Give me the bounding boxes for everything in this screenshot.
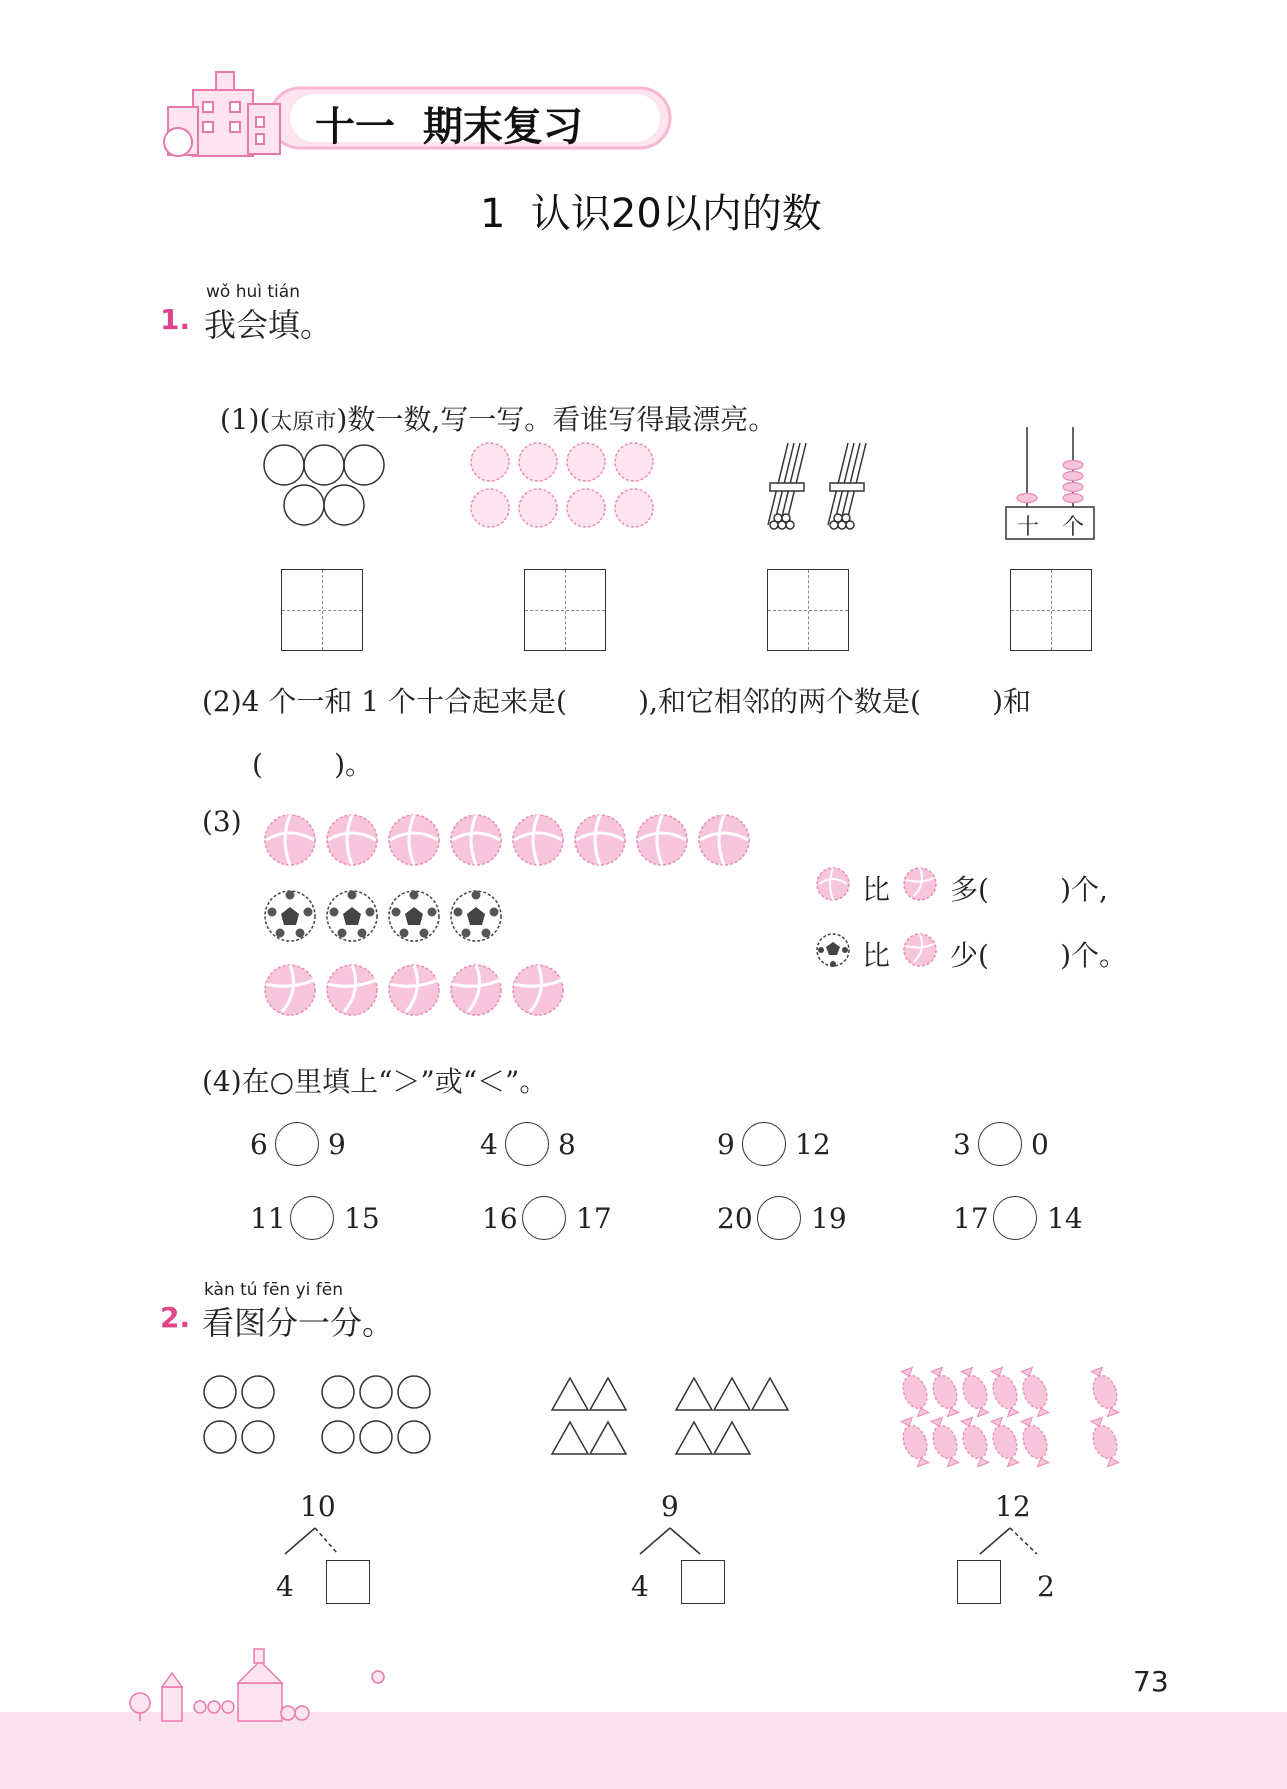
q1-part3-line2-rest: 少( )个。 [950,939,1128,972]
basketball-icon [815,866,851,902]
volleyball-icon-2 [902,932,938,968]
tree-answer-box[interactable] [681,1560,725,1604]
candy [1016,1366,1053,1419]
stick-bundles-figure [748,435,878,535]
basket-ball [451,815,501,865]
lesson-title: 1 认识20以内的数 [480,191,822,237]
candy [897,1416,934,1469]
basket-ball [575,815,625,865]
candy [897,1366,934,1419]
volleyball-icon [902,866,938,902]
answer-box-circles[interactable] [281,569,363,651]
compare-item [482,1196,632,1240]
volley-ball [327,965,377,1015]
tree-top-number: 10 [300,1490,336,1523]
compare-right: 15 [344,1202,380,1235]
q1-part1-prefix: (1)( [219,403,271,436]
compare-item [250,1196,400,1240]
q1-part3-label: (3) [202,805,242,838]
compare-circle[interactable] [978,1122,1022,1166]
compare-right: 17 [576,1202,612,1235]
soccer-ball [265,891,315,942]
candy [956,1366,993,1419]
tree-top-number: 9 [661,1490,679,1523]
basket-ball [327,815,377,865]
q1-part1-city: 太原市 [270,410,337,435]
chapter-title: 十一 期末复习 [315,104,583,150]
abacus-label-ones: 个 [1062,515,1085,540]
tree-known-part: 4 [631,1570,649,1603]
compare-left: 9 [717,1128,735,1161]
compare-circle[interactable] [290,1196,334,1240]
compare-item [953,1196,1103,1240]
candy [986,1366,1023,1419]
candy [926,1366,963,1419]
tree-branches [270,1526,380,1556]
tree-branches [955,1526,1065,1556]
five-circles-figure [262,442,387,532]
basketballs-row [262,812,752,868]
abacus-label-tens: 十 [1017,515,1040,540]
tree-answer-box[interactable] [957,1560,1001,1604]
q1-part1-instruction [202,365,776,438]
footer-town-illustration [120,1645,420,1725]
compare-right: 19 [811,1202,847,1235]
candy [926,1416,963,1469]
compare-item [717,1122,867,1166]
candy [956,1416,993,1469]
soccer-balls-row [262,888,512,944]
school-building-icon [158,62,288,162]
compare-item [480,1122,630,1166]
compare-left: 16 [482,1202,518,1235]
basket-ball [513,815,563,865]
compare-circle[interactable] [505,1122,549,1166]
q2-title: 看图分一分。 [202,1304,395,1342]
tree-3 [955,1490,1065,1610]
q2-circles-figure [202,1372,442,1462]
compare-item [717,1196,867,1240]
compare-right: 8 [558,1128,576,1161]
compare-item [250,1122,400,1166]
volley-ball [389,965,439,1015]
candy [986,1416,1023,1469]
compare-left: 6 [250,1128,268,1161]
answer-box-sticks[interactable] [767,569,849,651]
candy [1086,1416,1123,1469]
compare-item [953,1122,1103,1166]
answer-box-abacus[interactable] [1010,569,1092,651]
compare-right: 0 [1031,1128,1049,1161]
q1-part3-bi-1: 比 [862,873,891,906]
candy [1086,1366,1123,1419]
tree-1 [270,1490,380,1610]
tree-top-number: 12 [995,1490,1031,1523]
compare-left: 3 [953,1128,971,1161]
q2-triangles-figure [550,1374,800,1460]
q1-part2-line1: (2)4 个一和 1 个十合起来是( ),和它相邻的两个数是( )和 [202,685,1031,718]
candy [1016,1416,1053,1469]
compare-circle[interactable] [742,1122,786,1166]
compare-circle[interactable] [757,1196,801,1240]
apples-figure [466,440,666,532]
volley-ball [451,965,501,1015]
q1-part2-line2: ( )。 [252,748,374,781]
tree-branches [625,1526,735,1556]
q2-pinyin: kàn tú fēn yi fēn [204,1280,344,1300]
compare-left: 17 [953,1202,989,1235]
q1-part4-instruction: (4)在○里填上“＞”或“＜”。 [202,1065,548,1098]
soccer-ball [389,891,439,942]
tree-answer-box[interactable] [326,1560,370,1604]
tree-2 [625,1490,735,1610]
q1-title: 我会填。 [204,306,333,344]
compare-left: 4 [480,1128,498,1161]
page-number: 73 [1133,1665,1169,1698]
compare-left: 20 [717,1202,753,1235]
volley-ball [513,965,563,1015]
tree-known-part: 2 [1037,1570,1055,1603]
q1-number: 1. [160,303,191,336]
compare-right: 14 [1047,1202,1083,1235]
compare-circle[interactable] [275,1122,319,1166]
soccer-ball [451,891,501,942]
answer-box-apples[interactable] [524,569,606,651]
compare-circle[interactable] [993,1196,1037,1240]
q2-number: 2. [160,1301,191,1334]
basket-ball [637,815,687,865]
basket-ball [265,815,315,865]
compare-circle[interactable] [522,1196,566,1240]
compare-right: 9 [328,1128,346,1161]
basket-ball [699,815,749,865]
soccer-ball [327,891,377,942]
q1-pinyin: wǒ huì tián [206,282,300,302]
compare-left: 11 [250,1202,286,1235]
tree-known-part: 4 [276,1570,294,1603]
volley-ball [265,965,315,1015]
soccer-ball-icon [815,932,851,968]
q2-candies-figure [897,1362,1127,1472]
q1-part1-suffix: )数一数,写一写。看谁写得最漂亮。 [336,403,777,436]
basket-ball [389,815,439,865]
compare-right: 12 [795,1128,831,1161]
volleyballs-row [262,962,572,1018]
q1-part3-bi-2: 比 [862,939,891,972]
q1-part3-line1-rest: 多( )个, [950,873,1108,906]
